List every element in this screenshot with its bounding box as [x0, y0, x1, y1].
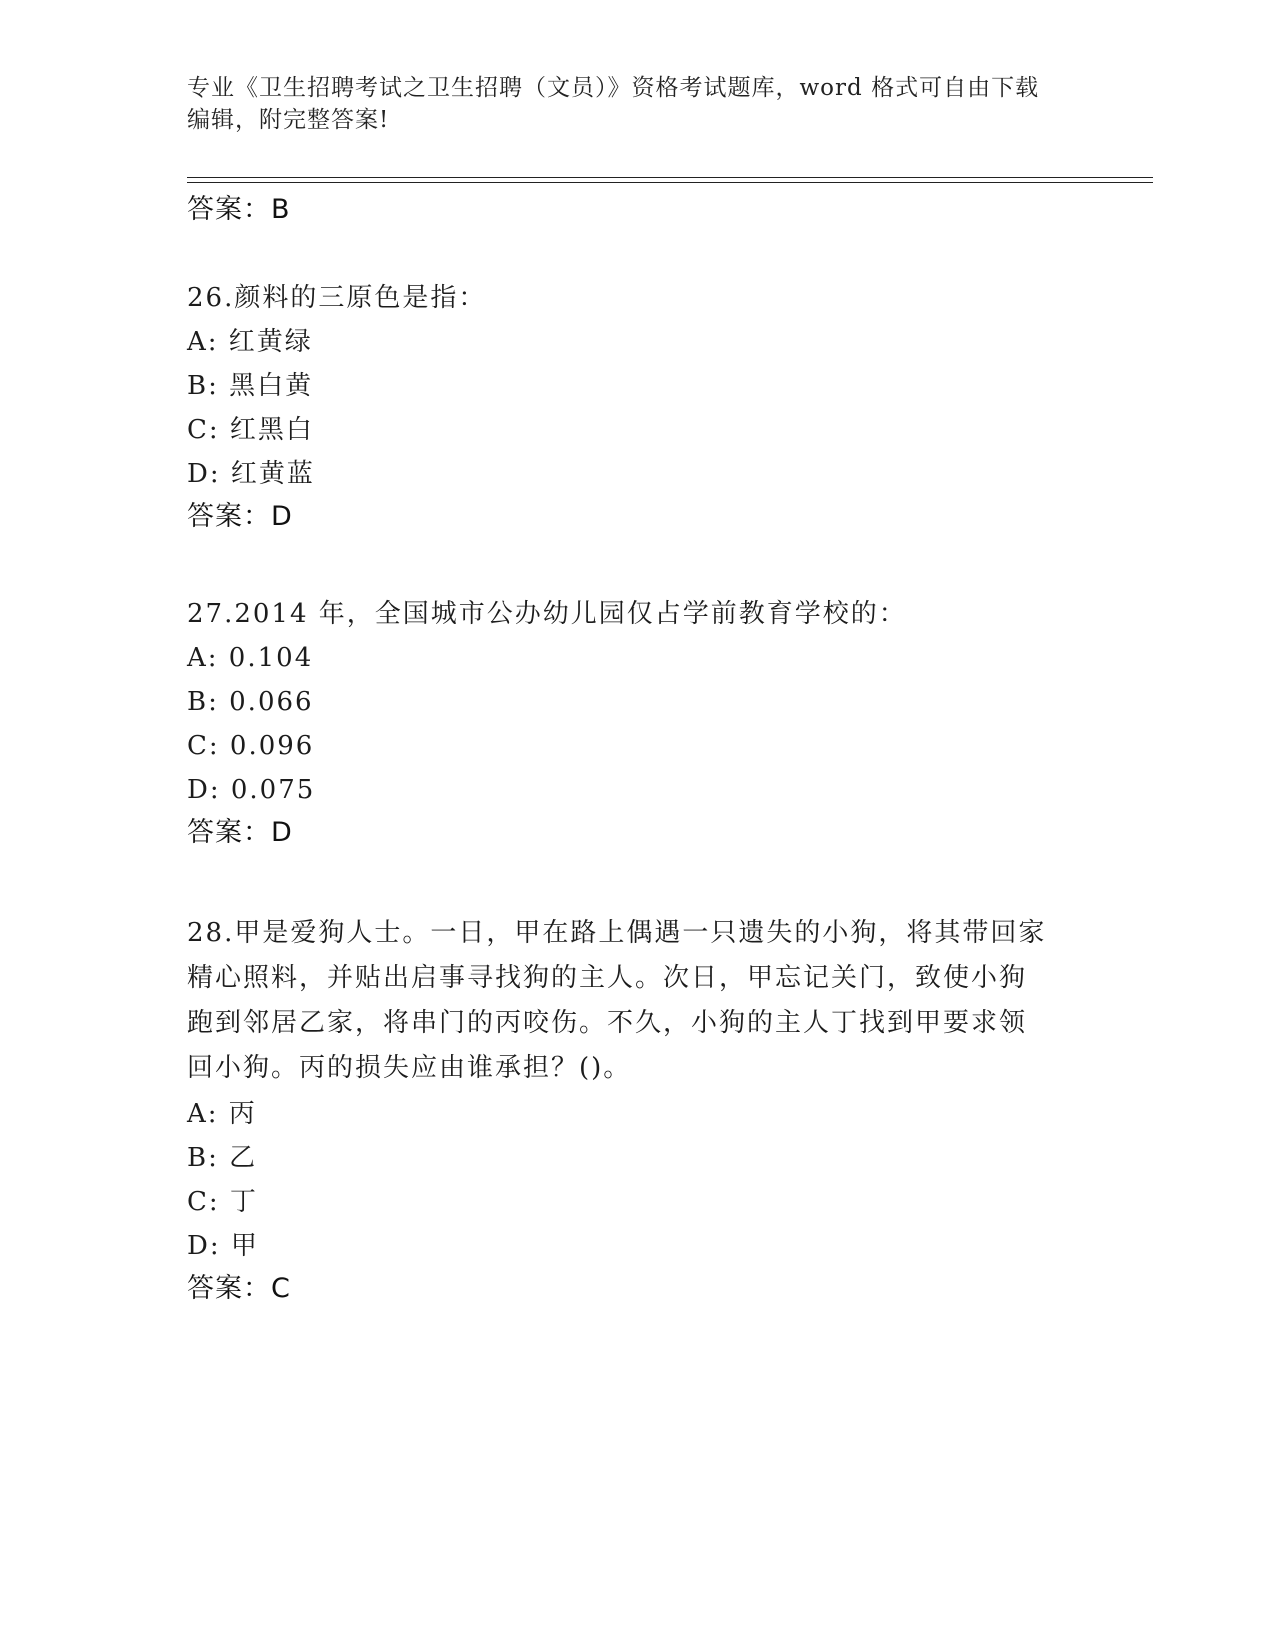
- document-header: [187, 72, 1067, 136]
- question-28-answer: 答案：C: [187, 1273, 291, 1304]
- answer-25: 答案：B: [187, 194, 291, 225]
- question-27-answer: 答案：D: [187, 817, 293, 848]
- question-27-option-d: D: 0.075: [187, 775, 316, 805]
- question-28-stem-line-3: 跑到邻居乙家，将串门的丙咬伤。不久，小狗的主人丁找到甲要求领: [187, 1008, 1028, 1038]
- question-27-option-b: B: 0.066: [187, 687, 314, 717]
- question-26-option-b: B: 黑白黄: [187, 371, 314, 401]
- header-line-2: 编辑，附完整答案!: [187, 107, 390, 133]
- question-28-stem-line-2: 精心照料，并贴出启事寻找狗的主人。次日，甲忘记关门，致使小狗: [187, 963, 1028, 993]
- question-26-answer: 答案：D: [187, 501, 293, 532]
- question-28-option-a: A: 丙: [187, 1099, 257, 1129]
- header-divider-top: [187, 177, 1153, 178]
- question-27-option-a: A: 0.104: [187, 643, 314, 673]
- question-26-option-d: D: 红黄蓝: [187, 459, 315, 489]
- question-28-stem-line-1: 28.甲是爱狗人士。一日，甲在路上偶遇一只遗失的小狗，将其带回家: [187, 918, 1047, 948]
- question-26-option-c: C: 红黑白: [187, 415, 314, 445]
- question-26-stem: 26.颜料的三原色是指：: [187, 283, 487, 313]
- header-divider-bottom: [187, 182, 1153, 183]
- header-line-1: 专业《卫生招聘考试之卫生招聘（文员）》资格考试题库，word 格式可自由下载: [187, 75, 1040, 101]
- question-28-stem-line-4: 回小狗。丙的损失应由谁承担？()。: [187, 1053, 632, 1083]
- question-28-option-c: C: 丁: [187, 1187, 258, 1217]
- question-27-stem: 27.2014 年，全国城市公办幼儿园仅占学前教育学校的：: [187, 599, 907, 629]
- question-27-option-c: C: 0.096: [187, 731, 315, 761]
- question-28-stem: [187, 911, 1087, 1091]
- question-26-option-a: A: 红黄绿: [187, 327, 313, 357]
- question-28-option-b: B: 乙: [187, 1143, 258, 1173]
- question-28-option-d: D: 甲: [187, 1231, 259, 1261]
